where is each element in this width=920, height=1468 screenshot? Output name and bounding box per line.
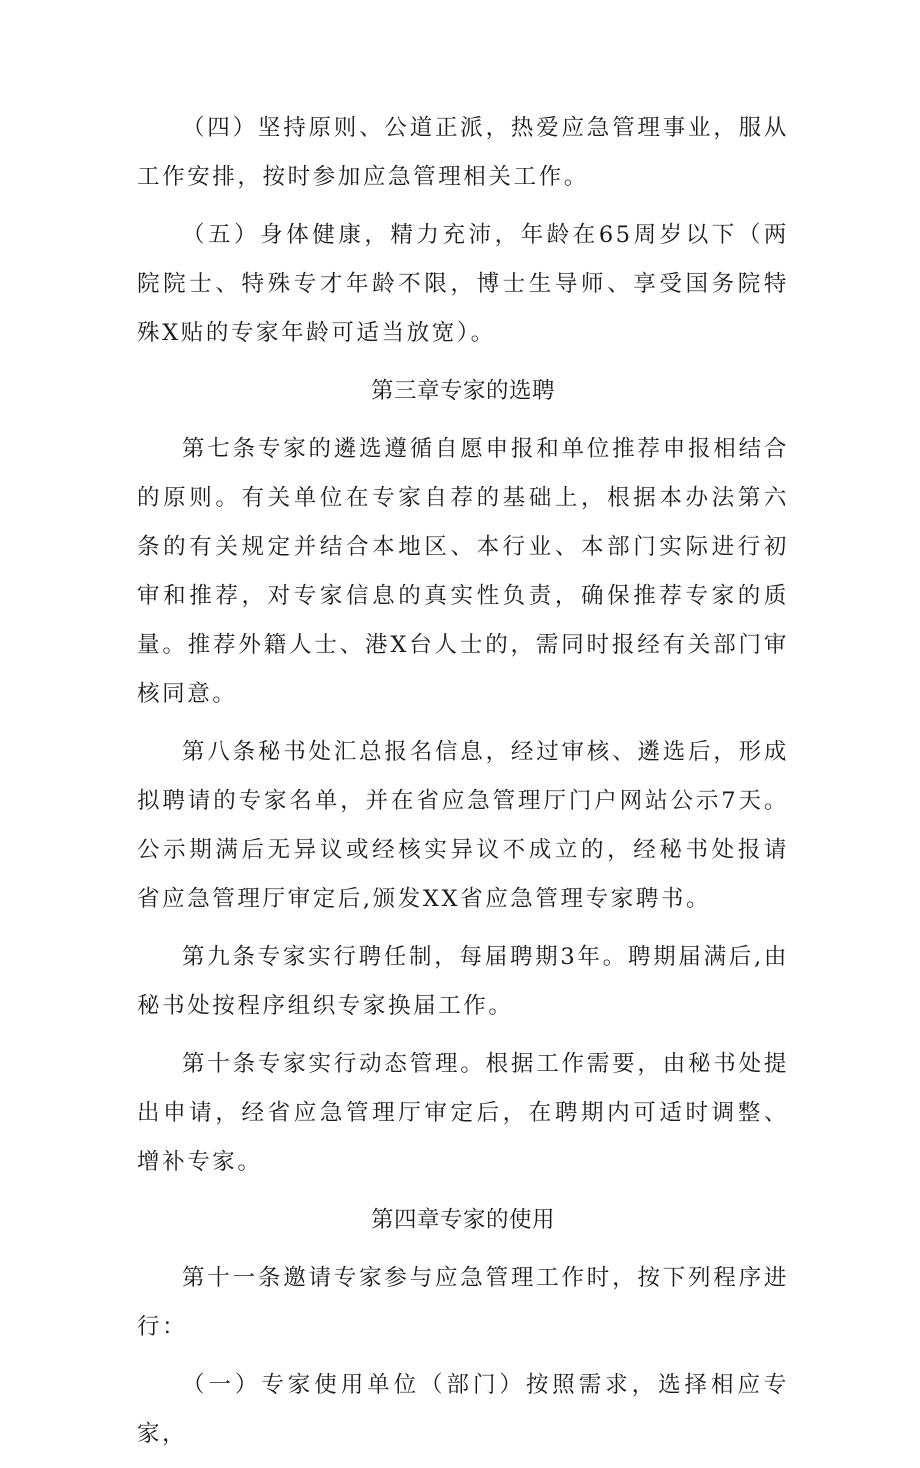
chapter-title-3: 第三章专家的选聘: [370, 378, 555, 404]
chapter-title-4: 第四章专家的使用: [370, 1207, 555, 1233]
paragraph-article-8: 第八条秘书处汇总报名信息，经过审核、遴选后，形成拟聘请的专家名单，并在省应急管理厅门户网站公示7天。公示期满后无异议或经核实异议不成立的，经秘书处报请省应急管理厅审定后,颁发XX省应急管理专家聘书。: [137, 739, 789, 912]
paragraph-procedure-1: （一）专家使用单位（部门）按照需求，选择相应专家，: [137, 1372, 789, 1447]
document-body: [137, 104, 789, 1468]
paragraph-qualification-5: （五）身体健康，精力充沛，年龄在65周岁以下（两院院士、特殊专才年龄不限，博士生导师、享受国务院特殊X贴的专家年龄可适当放宽）。: [137, 222, 789, 346]
paragraph-article-10: 第十条专家实行动态管理。根据工作需要，由秘书处提出申请，经省应急管理厅审定后，在聘期内可适时调整、增补专家。: [137, 1051, 789, 1175]
paragraph-article-7: 第七条专家的遴选遵循自愿申报和单位推荐申报相结合的原则。有关单位在专家自荐的基础上，根据本办法第六条的有关规定并结合本地区、本行业、本部门实际进行初审和推荐，对专家信息的真实性负责，确保推荐专家的质量。推荐外籍人士、港X台人士的，需同时报经有关部门审核同意。: [137, 436, 789, 707]
paragraph-qualification-4: （四）坚持原则、公道正派，热爱应急管理事业，服从工作安排，按时参加应急管理相关工作。: [137, 115, 789, 190]
paragraph-article-11: 第十一条邀请专家参与应急管理工作时，按下列程序进行：: [137, 1265, 789, 1340]
paragraph-article-9: 第九条专家实行聘任制，每届聘期3年。聘期届满后,由秘书处按程序组织专家换届工作。: [137, 944, 789, 1019]
